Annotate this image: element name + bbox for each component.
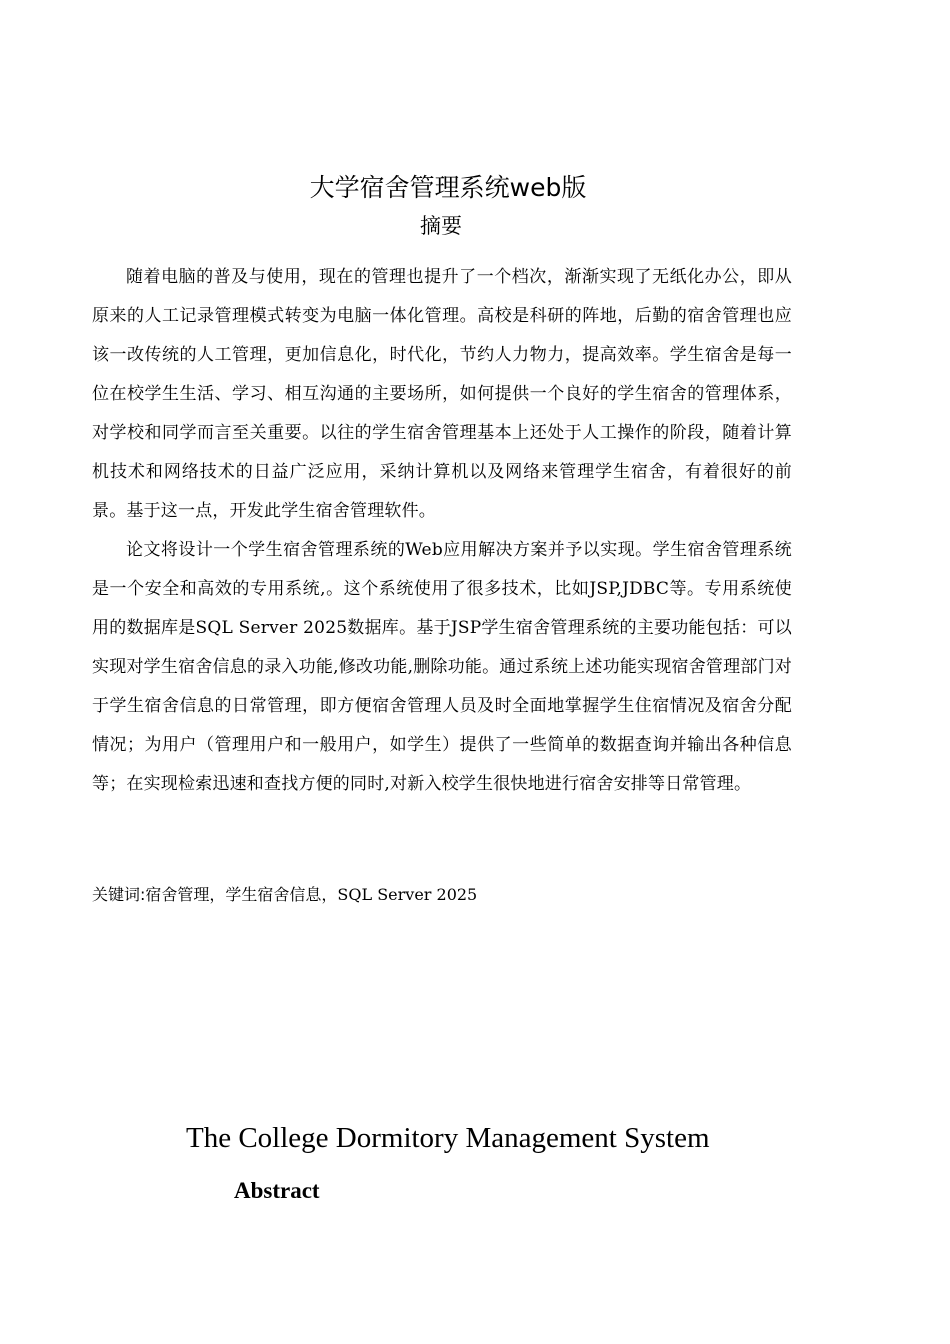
abstract-paragraph-2: 论文将设计一个学生宿舍管理系统的Web应用解决方案并予以实现。学生宿舍管理系统是一个安全和高效的专用系统,。这个系统使用了很多技术，比如JSP,JDBC等。专用系统使用的数据库是SQL Server 2025数据库。基于JSP学生宿舍管理系统的主要功能包括：可以实现对学生宿舍信息的录入功能,修改功能,删除功能。通过系统上述功能实现宿舍管理部门对于学生宿舍信息的日常管理，即方便宿舍管理人员及时全面地掌握学生住宿情况及宿舍分配情况；为用户（管理用户和一般用户，如学生）提供了一些简单的数据查询并输出各种信息等；在实现检索迅速和查找方便的同时,对新入校学生很快地进行宿舍安排等日常管理。 <box>92 540 792 794</box>
chinese-title: 大学宿舍管理系统web版 <box>309 173 587 202</box>
keywords-label: 关键词: <box>92 885 146 904</box>
english-title: The College Dormitory Management System <box>186 1122 710 1154</box>
keywords-line <box>92 881 852 909</box>
abstract-paragraph-1: 随着电脑的普及与使用，现在的管理也提升了一个档次，渐渐实现了无纸化办公，即从原来的人工记录管理模式转变为电脑一体化管理。高校是科研的阵地，后勤的宿舍管理也应该一改传统的人工管理，更加信息化，时代化，节约人力物力，提高效率。学生宿舍是每一位在校学生生活、学习、相互沟通的主要场所，如何提供一个良好的学生宿舍的管理体系，对学校和同学而言至关重要。以往的学生宿舍管理基本上还处于人工操作的阶段，随着计算机技术和网络技术的日益广泛应用，采纳计算机以及网络来管理学生宿舍，有着很好的前景。基于这一点，开发此学生宿舍管理软件。 <box>92 267 792 521</box>
chinese-abstract-body <box>92 258 792 804</box>
english-abstract-heading: Abstract <box>234 1178 320 1203</box>
chinese-abstract-heading: 摘要 <box>420 214 462 238</box>
keywords-text: 宿舍管理，学生宿舍信息，SQL Server 2025 <box>145 885 478 904</box>
